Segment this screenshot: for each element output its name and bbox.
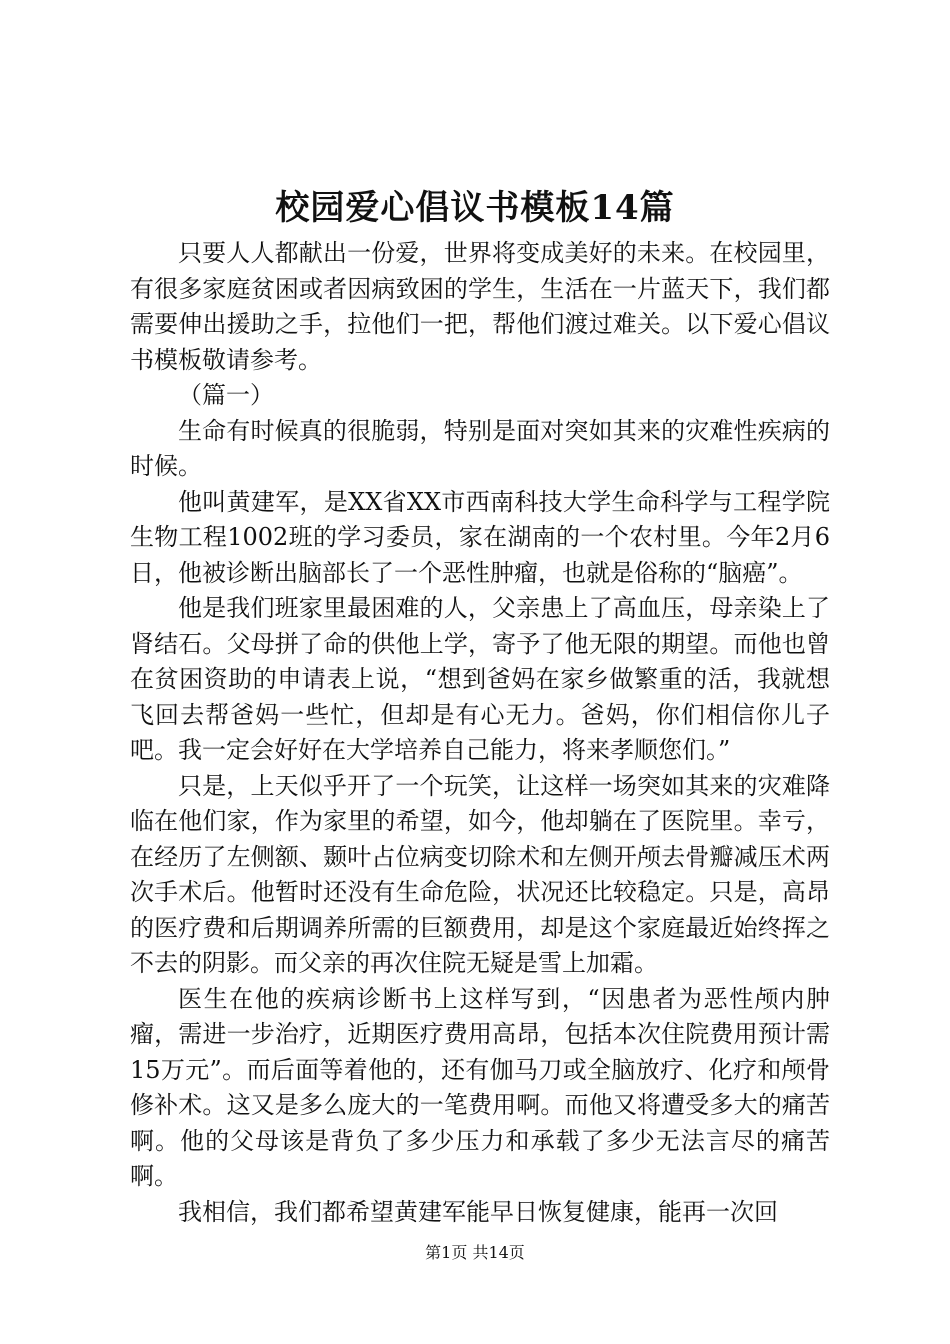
paragraph-intro: 只要人人都献出一份爱，世界将变成美好的未来。在校园里，有很多家庭贫困或者因病致困的学生，生活在一片蓝天下，我们都需要伸出援助之手，拉他们一把，帮他们渡过难关。以下爱心倡议书模板敬请参考。 xyxy=(130,239,830,374)
document-title: 校园爱心倡议书模板14篇 xyxy=(275,188,675,228)
paragraph: 医生在他的疾病诊断书上这样写到，“因患者为恶性颅内肿瘤，需进一步治疗，近期医疗费用高昂，包括本次住院费用预计需15万元”。而后面等着他的，还有伽马刀或全脑放疗、化疗和颅骨修补术。这又是多么庞大的一笔费用啊。而他又将遭受多大的痛苦啊。他的父母该是背负了多少压力和承载了多少无法言尽的痛苦啊。 xyxy=(130,984,830,1190)
section-heading: （篇一） xyxy=(178,381,274,409)
page-footer: 第1页 共14页 xyxy=(425,1243,525,1262)
paragraph: 我相信，我们都希望黄建军能早日恢复健康，能再一次回 xyxy=(178,1197,778,1226)
paragraph: 生命有时候真的很脆弱，特别是面对突如其来的灾难性疾病的时候。 xyxy=(130,416,830,480)
paragraph: 只是，上天似乎开了一个玩笑，让这样一场突如其来的灾难降临在他们家，作为家里的希望，如今，他却躺在了医院里。幸亏，在经历了左侧额、颞叶占位病变切除术和左侧开颅去骨瓣减压术两次手术后。他暂时还没有生命危险，状况还比较稳定。只是，高昂的医疗费和后期调养所需的巨额费用，却是这个家庭最近始终挥之不去的阴影。而父亲的再次住院无疑是雪上加霜。 xyxy=(130,771,830,977)
paragraph: 他叫黄建军，是XX省XX市西南科技大学生命科学与工程学院生物工程1002班的学习委员，家在湖南的一个农村里。今年2月6日，他被诊断出脑部长了一个恶性肿瘤，也就是俗称的“脑癌”。 xyxy=(130,487,830,587)
document-body xyxy=(130,236,830,1230)
paragraph: 他是我们班家里最困难的人，父亲患上了高血压，母亲染上了肾结石。父母拼了命的供他上学，寄予了他无限的期望。而他也曾在贫困资助的申请表上说，“想到爸妈在家乡做繁重的活，我就想飞回去帮爸妈一些忙，但却是有心无力。爸妈，你们相信你儿子吧。我一定会好好在大学培养自己能力，将来孝顺您们。” xyxy=(130,594,830,764)
